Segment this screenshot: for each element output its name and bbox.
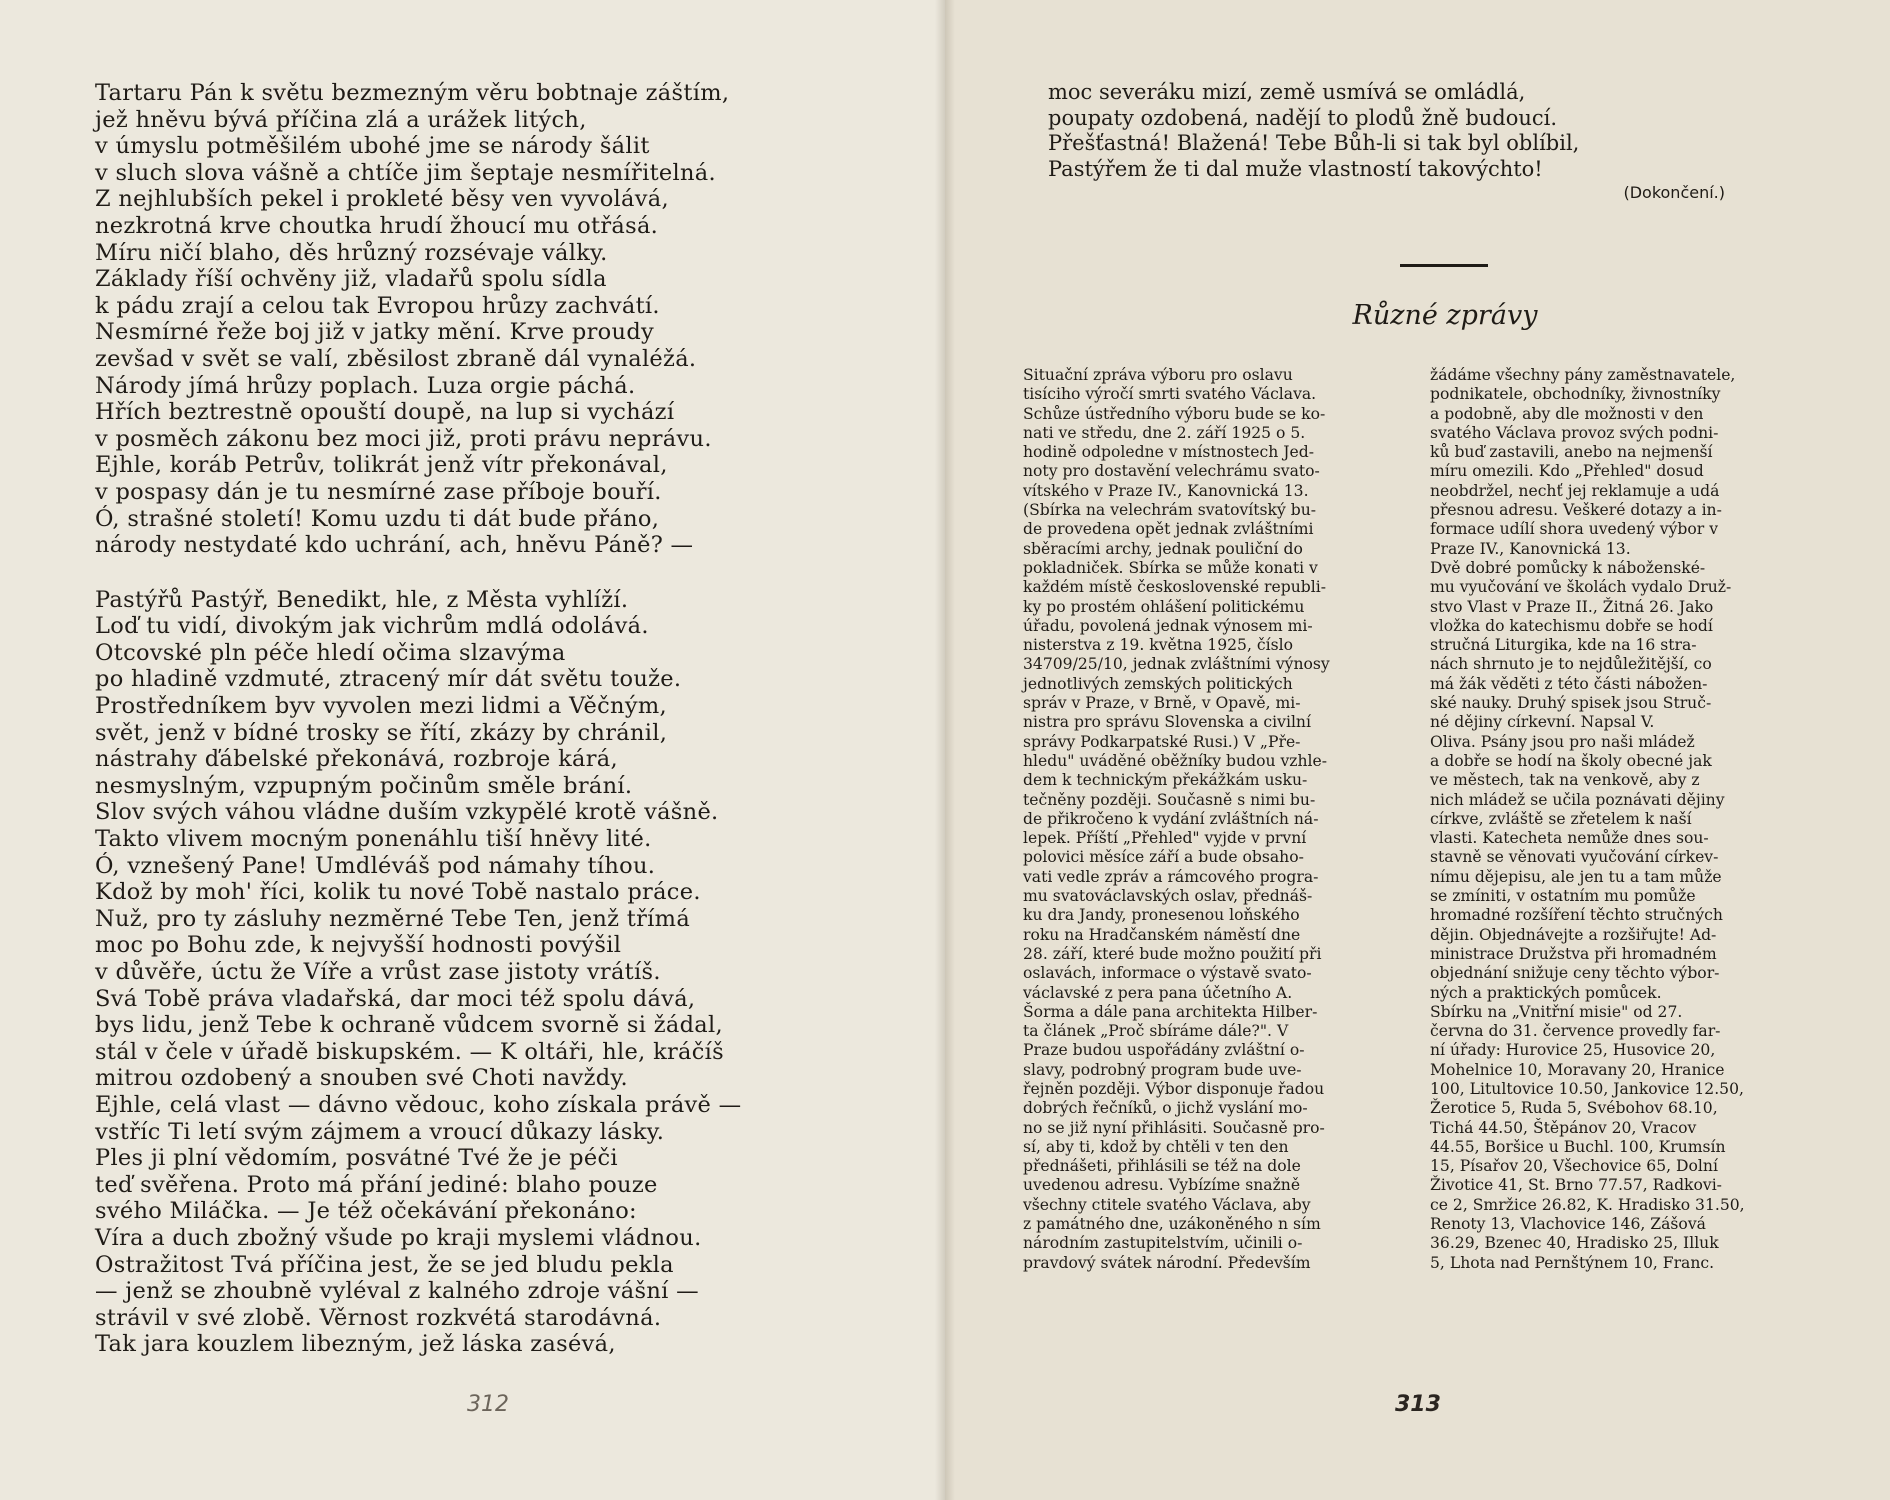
news-line: žádáme všechny pány zaměstnavatele, (1430, 366, 1736, 384)
news-line: (Sbírka na velechrám svatovítský bu- (1023, 501, 1317, 520)
news-line: dobrých řečníků, o jichž vyslání mo- (1023, 1099, 1308, 1118)
news-line: oslavách, informace o výstavě svato- (1023, 964, 1312, 983)
news-line: správ v Praze, v Brně, v Opavě, mi- (1023, 694, 1301, 713)
page-number-right: 313 (1395, 1392, 1441, 1417)
news-line: Oliva. Psány jsou pro naši mládež (1430, 732, 1695, 751)
poem-line: Takto vlivem mocným ponenáhlu tiší hněvy lité. (95, 826, 652, 853)
news-line: 28. září, které bude možno použití při (1023, 944, 1322, 963)
poem-line: strávil v své zlobě. Věrnost rozkvétá starodávná. (95, 1304, 662, 1331)
news-line: lepek. Příští „Přehled" vyjde v první (1023, 829, 1307, 848)
poem-line: zevšad v svět se valí, zběsilost zbraně dál vynaléžá. (95, 345, 697, 372)
news-line: a dobře se hodí na školy obecné jak (1430, 751, 1712, 770)
poem-line: Tartaru Pán k světu bezmezným věru bobtnaje záštím, (95, 80, 730, 106)
poem-line: Ejhle, koráb Petrův, tolikrát jenž vítr překonával, (95, 452, 668, 479)
poem-line: Ostražitost Tvá příčina jest, že se jed bludu pekla (95, 1251, 674, 1278)
poem-continuation (1048, 80, 1788, 182)
poem-line: Hřích beztrestně opouští doupě, na lup si vychází (95, 399, 675, 426)
news-line: tečněny později. Současně s nimi bu- (1023, 790, 1316, 809)
news-line: sběracími archy, jednak pouliční do (1023, 539, 1303, 558)
news-line: ných a praktických pomůcek. (1430, 983, 1662, 1002)
news-line: neobdržel, nechť jej reklamuje a udá (1430, 481, 1720, 500)
news-line: správy Podkarpatské Rusi.) V „Pře- (1023, 732, 1301, 751)
poem-line: nástrahy ďábelské překonává, rozbroje kárá, (95, 746, 618, 773)
news-line: dem k technickým překážkám usku- (1023, 771, 1308, 790)
news-line: června do 31. července provedly far- (1430, 1022, 1721, 1041)
news-line: vati vedle zpráv a rámcového progra- (1023, 867, 1319, 886)
poem-line: Národy jímá hrůzy poplach. Luza orgie páchá. (95, 372, 636, 399)
news-line: míru omezili. Kdo „Přehled" dosud (1430, 462, 1704, 481)
news-line: Renoty 13, Vlachovice 146, Zášová (1430, 1215, 1706, 1234)
news-line: Situační zpráva výboru pro oslavu (1023, 366, 1293, 384)
news-line: ce 2, Smržice 26.82, K. Hradisko 31.50, (1430, 1195, 1745, 1214)
news-line: nisterstva z 19. května 1925, číslo (1023, 636, 1293, 655)
news-line: ve městech, tak na venkově, aby z (1430, 771, 1700, 790)
news-line: formace udílí shora uvedený výbor v (1430, 520, 1719, 539)
stanza-gap (95, 559, 855, 587)
news-line: polovici měsíce září a bude obsaho- (1023, 848, 1304, 867)
page-number-left: 312 (467, 1392, 509, 1417)
news-line: sí, aby ti, kdož by chtěli v ten den (1023, 1137, 1289, 1156)
poem-line: v úmyslu potměšilém ubohé jme se národy šálit (95, 133, 650, 160)
news-line: stvo Vlast v Praze II., Žitná 26. Jako (1430, 597, 1714, 616)
poem-line: v posměch zákonu bez moci již, proti právu neprávu. (95, 425, 712, 452)
poem-line: vstříc Ti letí svým zájmem a vroucí důkazy lásky. (95, 1118, 665, 1145)
news-line: stavně se věnovati vyučování církev- (1430, 848, 1719, 867)
news-line: hodině odpoledne v místnostech Jed- (1023, 443, 1314, 462)
poem-line: Ó, strašné století! Komu uzdu ti dát bude přáno, (95, 505, 660, 532)
news-line: stručná Liturgika, kde na 16 stra- (1430, 636, 1697, 655)
poem-line: v důvěře, úctu že Víře a vrůst zase jistoty vrátíš. (95, 959, 661, 985)
poem-line: Víra a duch zbožný všude po kraji myslemi vládnou. (95, 1224, 702, 1251)
news-line: se zmíniti, v ostatním mu pomůže (1430, 887, 1696, 906)
news-line: Praze IV., Kanovnická 13. (1430, 539, 1631, 558)
news-line: vložka do katechismu dobře se hodí (1430, 616, 1713, 635)
poem-text (95, 80, 855, 1358)
poem-line: Míru ničí blaho, děs hrůzný rozsévaje války. (95, 239, 608, 266)
poem-line: Kdož by moh' říci, kolik tu nové Tobě nastalo práce. (95, 879, 701, 906)
news-line: 44.55, Boršice u Buchl. 100, Krumsín (1430, 1137, 1726, 1156)
poem-line: Základy říší ochvěny již, vladařů spolu sídla (95, 266, 607, 293)
news-line: Praze budou uspořádány zvláštní o- (1023, 1041, 1305, 1060)
news-line: né dějiny církevní. Napsal V. (1430, 713, 1655, 732)
news-line: ní úřady: Hurovice 25, Husovice 20, (1430, 1041, 1716, 1060)
poem-line: Prostředníkem byv vyvolen mezi lidmi a Věčným, (95, 693, 667, 720)
poem-stanza-2 (95, 587, 855, 1358)
news-line: ministrace Družstva při hromadném (1430, 944, 1717, 963)
news-line: 15, Písařov 20, Všechovice 65, Dolní (1430, 1157, 1718, 1176)
news-line: nistra pro správu Slovenska a civilní (1023, 713, 1311, 732)
news-line: ku dra Jandy, pronesenou loňského (1023, 906, 1300, 925)
news-line: má žák věděti z této části nábožen- (1430, 674, 1708, 693)
poem-line: bys lidu, jenž Tebe k ochraně vůdcem svorně si žádal, (95, 1012, 723, 1039)
news-line: Životice 41, St. Brno 77.57, Radkovi- (1430, 1176, 1722, 1195)
news-line: Šorma a dále pana architekta Hilber- (1023, 1002, 1318, 1021)
news-column-right (1430, 366, 1790, 1273)
poem-line: svého Miláčka. — Je též očekávání překonáno: (95, 1198, 637, 1225)
poem-line: Otcovské pln péče hledí očima slzavýma (95, 639, 566, 666)
poem-line: poupaty ozdobená, nadějí to plodů žně budoucí. (1048, 105, 1558, 130)
book-gutter (935, 0, 955, 1500)
right-page (945, 0, 1890, 1500)
poem-line: Ó, vznešený Pane! Umdléváš pod námahy tíhou. (95, 852, 656, 879)
news-line: václavské z pera pana účetního A. (1023, 983, 1293, 1002)
news-line: ků buď zastavili, anebo na nejmenší (1430, 443, 1713, 462)
news-line: úřadu, povolená jednak výnosem mi- (1023, 616, 1313, 635)
poem-line: nesmyslným, vzpupným počinům směle brání. (95, 772, 633, 799)
news-line: vlasti. Katecheta nemůže dnes sou- (1430, 829, 1709, 848)
news-line: pravdový svátek národní. Především (1023, 1253, 1311, 1272)
news-line: dějin. Objednávejte a rozšiřujte! Ad- (1430, 925, 1717, 944)
news-line: nich mládež se učila poznávati dějiny (1430, 790, 1725, 809)
poem-line: Pastýřů Pastýř, Benedikt, hle, z Města vyhlíží. (95, 586, 629, 613)
poem-line: v pospasy dán je tu nesmírné zase příboje bouří. (95, 478, 662, 505)
news-line: nímu dějepisu, ale jen tu a tam může (1430, 867, 1722, 886)
poem-line: — jenž se zhoubně vyléval z kalného zdroje vášní — (95, 1278, 699, 1305)
news-line: no se již nyní přihlásiti. Současně pro- (1023, 1118, 1325, 1137)
news-line: národním zastupitelstvím, učinili o- (1023, 1234, 1303, 1253)
poem-line: stál v čele v úřadě biskupském. — K oltáři, hle, kráčíš (95, 1038, 725, 1065)
news-line: uvedenou adresu. Vybízíme snažně (1023, 1176, 1301, 1195)
poem-line: Nesmírné řeže boj již v jatky mění. Krve proudy (95, 319, 655, 346)
poem-line: po hladině vzdmuté, ztracený mír dát světu touže. (95, 666, 682, 693)
news-line: noty pro dostavění velechrámu svato- (1023, 462, 1320, 481)
poem-line: Ples ji plní vědomím, posvátné Tvé že je péči (95, 1145, 618, 1172)
news-line: ky po prostém ohlášení politickému (1023, 597, 1305, 616)
news-line: podnikatele, obchodníky, živnostníky (1430, 385, 1721, 404)
news-line: 100, Litultovice 10.50, Jankovice 12.50, (1430, 1079, 1744, 1098)
news-line: de přikročeno k vydání zvláštních ná- (1023, 809, 1319, 828)
poem-line: svět, jenž v bídné trosky se řítí, zkázy by chránil, (95, 719, 668, 746)
news-line: pokladniček. Sbírka se může konati v (1023, 558, 1318, 577)
news-line: přesnou adresu. Veškeré dotazy a in- (1430, 501, 1722, 520)
continuation-note: (Dokončení.) (1623, 183, 1725, 202)
news-line: přednášeti, přihlásili se též na dole (1023, 1157, 1301, 1176)
news-line: církve, zvláště se zřetelem k naší (1430, 809, 1692, 828)
news-column-left (1023, 366, 1383, 1273)
poem-line: národy nestydaté kdo uchrání, ach, hněvu Páně? — (95, 532, 694, 559)
poem-line: Ejhle, celá vlast — dávno vědouc, koho získala právě — (95, 1091, 742, 1118)
news-line: mu svatováclavských oslav, přednáš- (1023, 887, 1313, 906)
news-line: Tichá 44.50, Štěpánov 20, Vracov (1430, 1118, 1697, 1137)
news-line: slavy, podrobný program bude uve- (1023, 1060, 1302, 1079)
poem-line: k pádu zrají a celou tak Evropou hrůzy zachvátí. (95, 292, 660, 319)
news-line: 5, Lhota nad Pernštýnem 10, Franc. (1430, 1253, 1715, 1272)
poem-line: nezkrotná krve choutka hrudí žhoucí mu otřásá. (95, 212, 659, 239)
section-divider (1400, 264, 1488, 267)
section-title: Různé zprávy (1352, 300, 1538, 331)
poem-stanza-1 (95, 80, 855, 559)
poem-line: Slov svých váhou vládne duším vzkypělé krotě vášně. (95, 799, 719, 826)
poem-line: Přešťastná! Blažená! Tebe Bůh-li si tak byl oblíbil, (1048, 131, 1580, 155)
news-line: jednotlivých zemských politických (1023, 674, 1293, 693)
news-line: mu vyučování ve školách vydalo Druž- (1430, 578, 1732, 597)
poem-line: Loď tu vidí, divokým jak vichrům mdlá odolává. (95, 613, 649, 640)
news-line: nati ve středu, dne 2. září 1925 o 5. (1023, 423, 1306, 442)
news-line: z památného dne, uzákoněného n sím (1023, 1215, 1321, 1234)
news-line: ské nauky. Druhý spisek jsou Struč- (1430, 694, 1712, 713)
poem-line: moc severáku mizí, země usmívá se omládlá, (1048, 80, 1526, 104)
poem-line: v sluch slova vášně a chtíče jim šeptaje nesmířitelná. (95, 159, 716, 186)
news-line: roku na Hradčanském náměstí dne (1023, 925, 1301, 944)
news-line: řejněn později. Výbor disponuje řadou (1023, 1079, 1325, 1098)
poem-line: Svá Tobě práva vladařská, dar moci též spolu dává, (95, 985, 696, 1012)
news-line: hledu" uváděné oběžníky budou vzhle- (1023, 751, 1328, 770)
news-line: Sbírku na „Vnitřní misie" od 27. (1430, 1002, 1683, 1021)
news-line: Schůze ústředního výboru bude se ko- (1023, 404, 1326, 423)
news-line: ta článek „Proč sbíráme dále?". V (1023, 1022, 1289, 1041)
news-line: vítského v Praze IV., Kanovnická 13. (1023, 481, 1309, 500)
poem-line: Nuž, pro ty zásluhy nezměrné Tebe Ten, jenž třímá (95, 905, 691, 932)
news-line: každém místě československé republi- (1023, 578, 1326, 597)
news-line: Žerotice 5, Ruda 5, Svébohov 68.10, (1430, 1099, 1718, 1118)
poem-line: mitrou ozdobený a snouben své Choti navždy. (95, 1065, 628, 1092)
news-line: hromadné rozšíření těchto stručných (1430, 906, 1723, 925)
news-line: všechny ctitele svatého Václava, aby (1023, 1195, 1311, 1214)
news-line: 34709/25/10, jednak zvláštními výnosy (1023, 655, 1330, 674)
news-line: a podobně, aby dle možnosti v den (1430, 404, 1704, 423)
news-line: objednání snižuje ceny těchto výbor- (1430, 964, 1720, 983)
poem-line: Z nejhlubších pekel i prokleté běsy ven vyvolává, (95, 186, 669, 213)
poem-line: moc po Bohu zde, k nejvyšší hodnosti povýšil (95, 932, 622, 959)
news-line: Dvě dobré pomůcky k náboženské- (1430, 558, 1706, 577)
poem-line: teď svěřena. Proto má přání jediné: blaho pouze (95, 1171, 658, 1198)
poem-line: Tak jara kouzlem libezným, jež láska zasévá, (95, 1331, 616, 1358)
poem-line: Pastýřem že ti dal muže vlastností takovýchto! (1048, 156, 1543, 181)
poem-line: jež hněvu bývá příčina zlá a urážek litých, (95, 106, 587, 133)
news-line: svatého Václava provoz svých podni- (1430, 423, 1719, 442)
news-line: 36.29, Bzenec 40, Hradisko 25, Illuk (1430, 1234, 1719, 1253)
news-line: Mohelnice 10, Moravany 20, Hranice (1430, 1060, 1725, 1079)
news-line: de provedena opět jednak zvláštními (1023, 520, 1314, 539)
news-line: nách shrnuto je to nejdůležitější, co (1430, 655, 1712, 674)
news-line: tisíciho výročí smrti svatého Václava. (1023, 385, 1317, 404)
